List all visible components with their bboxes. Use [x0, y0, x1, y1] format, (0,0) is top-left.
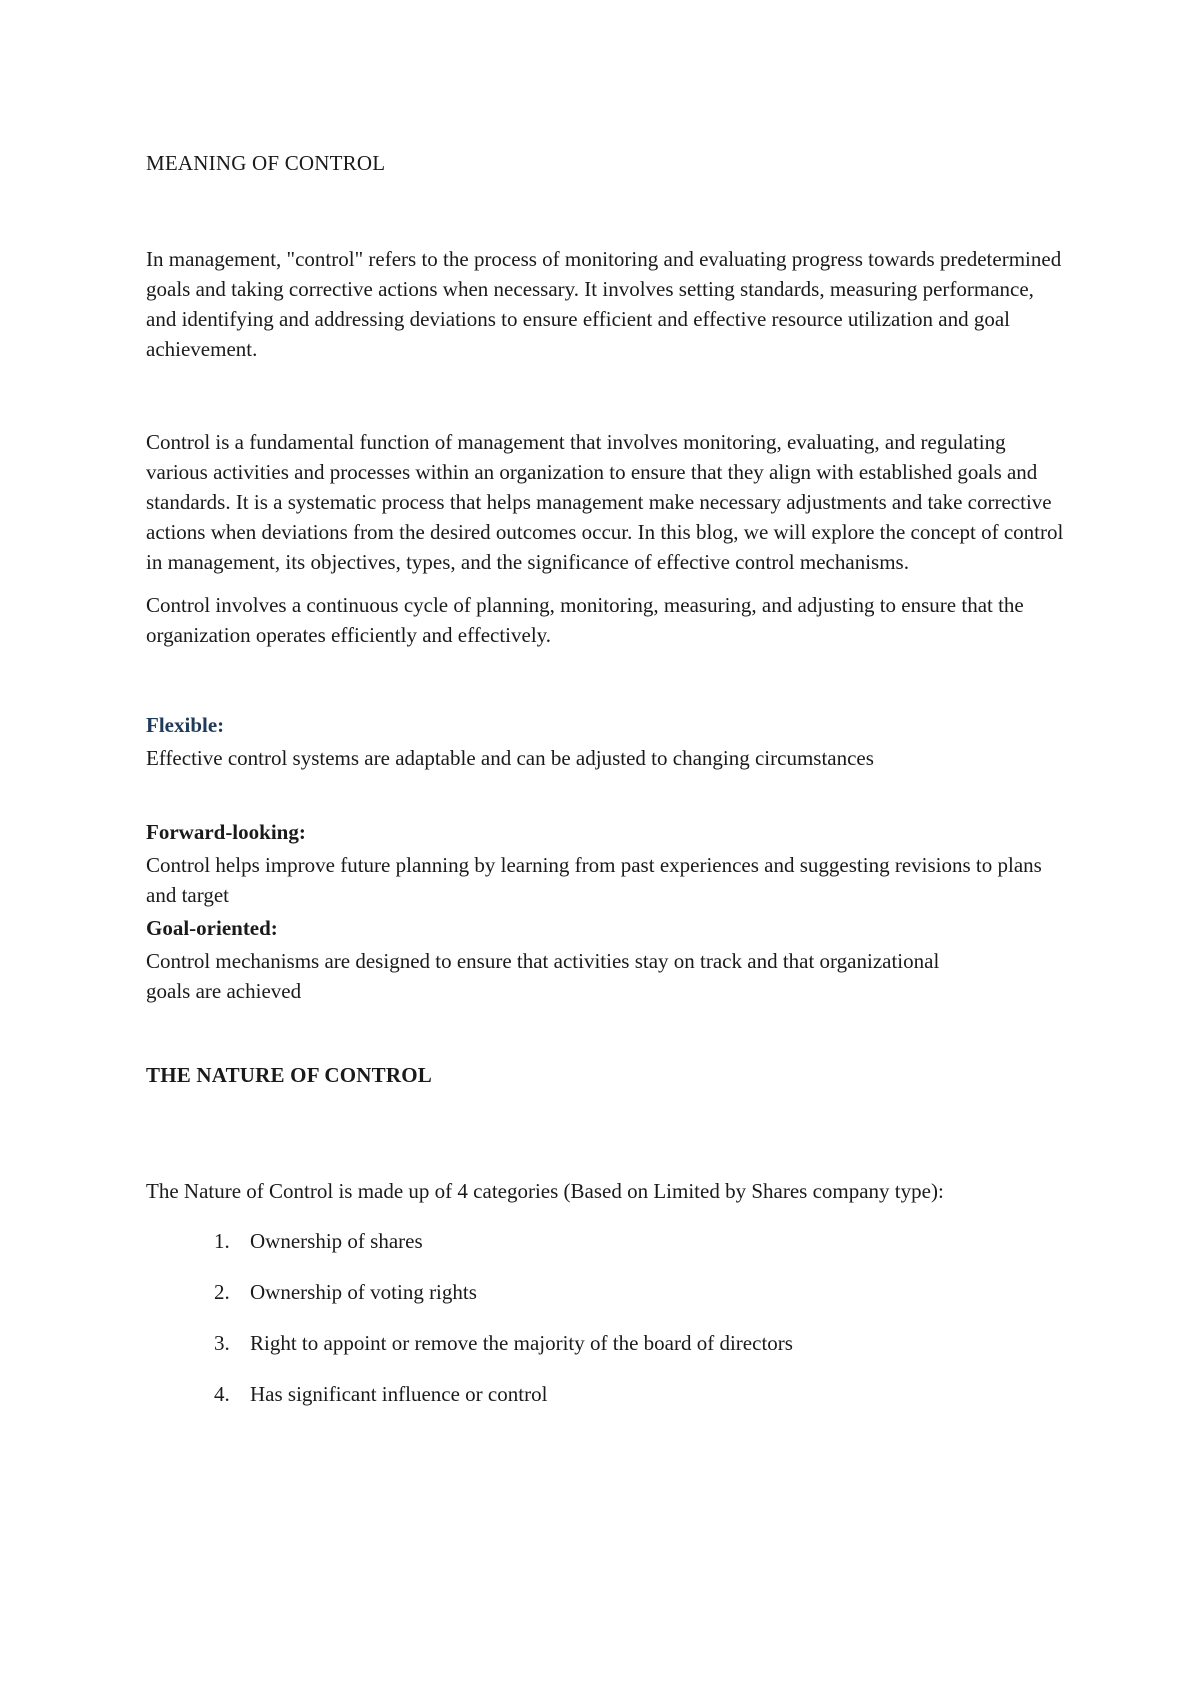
term-goal-oriented: Goal-oriented:: [146, 916, 278, 940]
list-item-text: Ownership of shares: [250, 1229, 423, 1253]
desc-flexible: Effective control systems are adaptable and can be adjusted to changing circumstances: [146, 746, 874, 770]
heading-meaning-of-control: MEANING OF CONTROL: [146, 151, 386, 175]
list-item-text: Right to appoint or remove the majority of the board of directors: [250, 1331, 793, 1355]
list-item-number: 2.: [214, 1280, 230, 1304]
list-item-number: 3.: [214, 1331, 230, 1355]
nature-of-control-list: [146, 1226, 1066, 1430]
paragraph-nature-intro: The Nature of Control is made up of 4 categories (Based on Limited by Shares company type):: [146, 1179, 944, 1203]
term-flexible: Flexible:: [146, 713, 225, 737]
characteristic-flexible: [146, 710, 1066, 773]
list-item: [146, 1328, 1066, 1379]
list-item-text: Has significant influence or control: [250, 1382, 548, 1406]
paragraph-control-function: Control is a fundamental function of management that involves monitoring, evaluating, and regulating various activities and processes within an organization to ensure that they align with established goals and standards. It is a systematic process that helps management make necessary adjustments and take corrective actions when deviations from the desired outcomes occur. In this blog, we will explore the concept of control in management, its objectives, types, and the significance of effective control mechanisms.: [146, 430, 1064, 574]
desc-forward-looking: Control helps improve future planning by learning from past experiences and suggesting revisions to plans and target: [146, 853, 1042, 907]
list-item: [146, 1226, 1066, 1277]
list-item: [146, 1277, 1066, 1328]
document-body: [146, 148, 1066, 1430]
heading-nature-of-control: THE NATURE OF CONTROL: [146, 1063, 432, 1087]
list-item-number: 4.: [214, 1382, 230, 1406]
list-item-text: Ownership of voting rights: [250, 1280, 477, 1304]
paragraph-control-definition: In management, "control" refers to the process of monitoring and evaluating progress towards predetermined goals and taking corrective actions when necessary. It involves setting standards, measuring performance, and identifying and addressing deviations to ensure efficient and effective resource utilization and goal achievement.: [146, 247, 1062, 361]
list-item-number: 1.: [214, 1229, 230, 1253]
desc-goal-oriented: Control mechanisms are designed to ensure that activities stay on track and that organizational goals are achieved: [146, 949, 940, 1003]
characteristic-forward-looking: [146, 817, 1066, 910]
characteristic-goal-oriented: [146, 913, 1066, 1006]
term-forward-looking: Forward-looking:: [146, 820, 306, 844]
paragraph-control-cycle: Control involves a continuous cycle of planning, monitoring, measuring, and adjusting to ensure that the organization operates efficiently and effectively.: [146, 593, 1024, 647]
list-item: [146, 1379, 1066, 1430]
